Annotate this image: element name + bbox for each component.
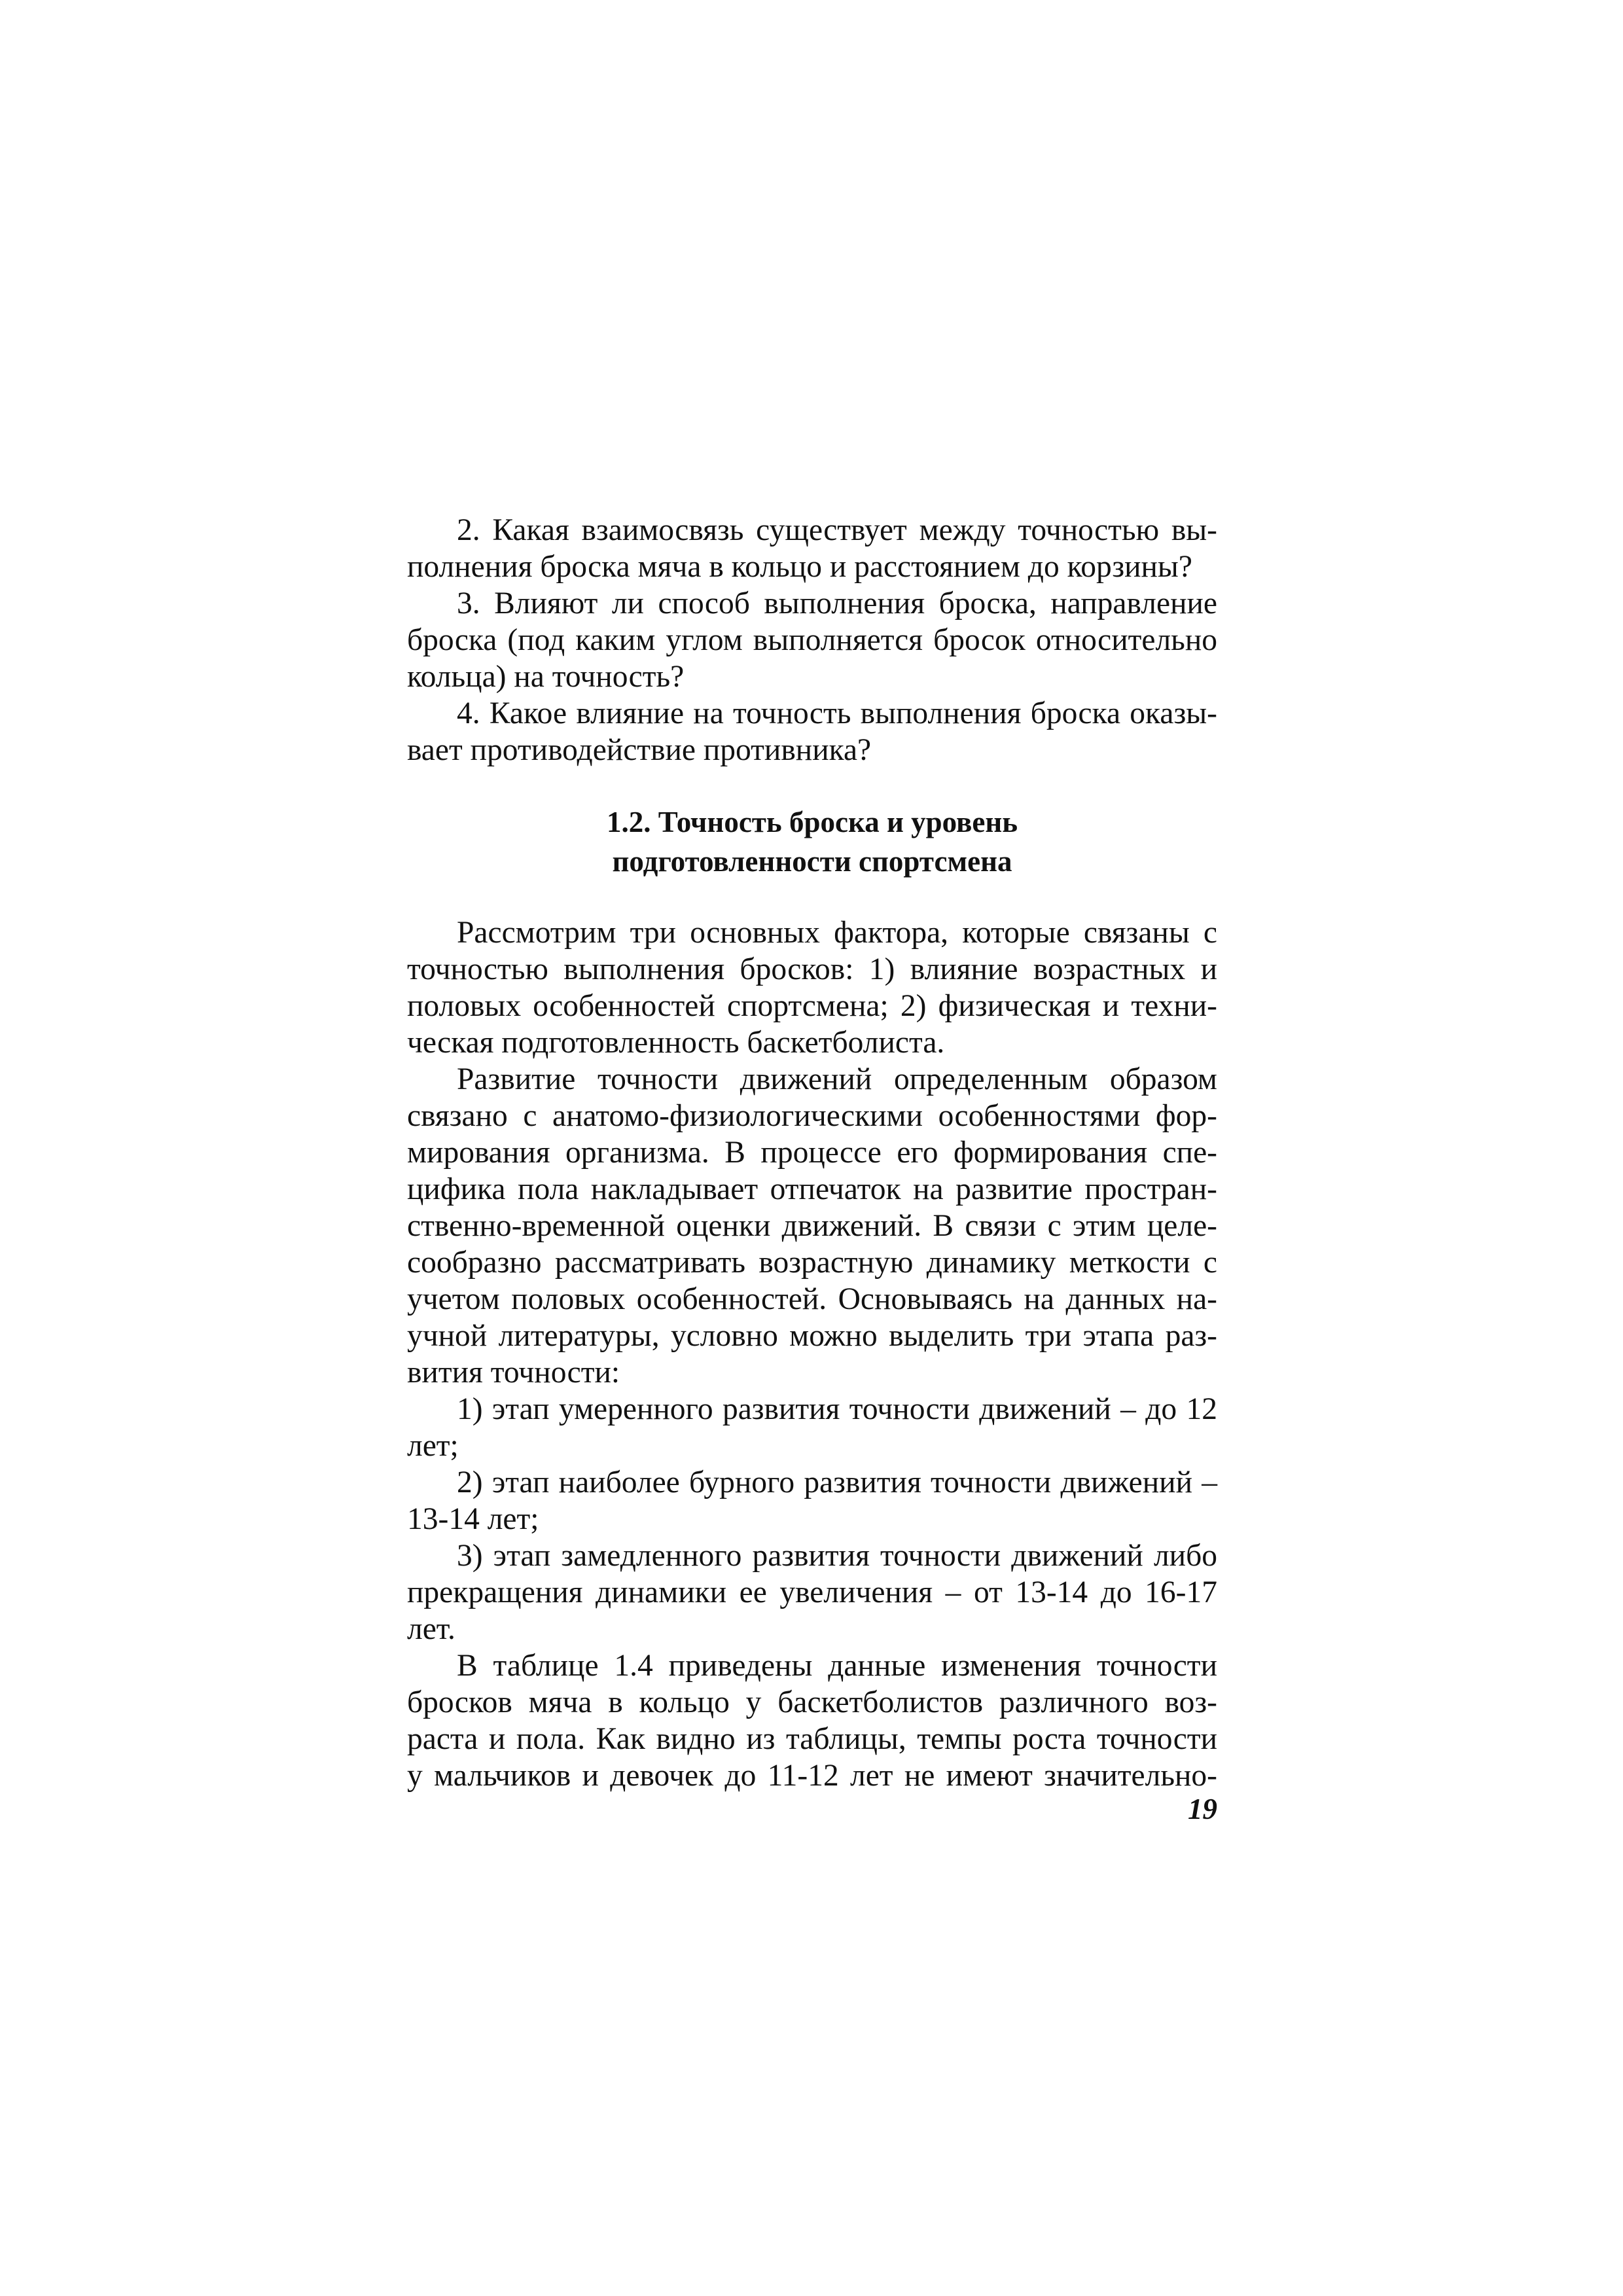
text-line: прекращения динамики ее увеличения – от 13-14 до 16-17	[407, 1575, 1217, 1609]
text-line: мирования организма. В процессе его формирования спе-	[407, 1136, 1217, 1170]
text-line: броска (под каким углом выполняется бросок относительно	[407, 623, 1217, 657]
text-line: кольца) на точность?	[407, 660, 685, 694]
text-line: учной литературы, условно можно выделить три этапа раз-	[407, 1319, 1217, 1353]
text-line: 1) этап умеренного развития точности движений – до 12	[457, 1392, 1217, 1426]
text-line: 3) этап замедленного развития точности движений либо	[457, 1539, 1217, 1573]
text-line: точностью выполнения бросков: 1) влияние возрастных и	[407, 952, 1217, 986]
text-line: половых особенностей спортсмена; 2) физическая и техни-	[407, 989, 1217, 1023]
text-line: цифика пола накладывает отпечаток на развитие простран-	[407, 1172, 1217, 1206]
section-heading	[407, 802, 1217, 881]
text-line: бросков мяча в кольцо у баскетболистов различного воз-	[407, 1685, 1217, 1719]
text-line: сообразно рассматривать возрастную динамику меткости с	[407, 1246, 1217, 1280]
page-number: 19	[1188, 1793, 1217, 1825]
text-line: учетом половых особенностей. Основываясь на данных на-	[407, 1282, 1217, 1316]
text-line: ственно-временной оценки движений. В связи с этим целе-	[407, 1209, 1217, 1243]
text-line: раста и пола. Как видно из таблицы, темпы роста точности	[407, 1722, 1217, 1756]
body-text	[407, 914, 1217, 1794]
text-line: у мальчиков и девочек до 11-12 лет не имеют значительно-	[407, 1759, 1217, 1793]
text-line: лет.	[407, 1612, 455, 1646]
text-line: Рассмотрим три основных фактора, которые связаны с	[457, 916, 1217, 950]
text-line: В таблице 1.4 приведены данные изменения точности	[457, 1649, 1217, 1683]
text-line: 4. Какое влияние на точность выполнения броска оказы-	[457, 696, 1217, 730]
questions-list	[407, 512, 1217, 768]
text-line: лет;	[407, 1429, 459, 1463]
text-line: вития точности:	[407, 1355, 620, 1390]
text-line: 3. Влияют ли способ выполнения броска, направление	[457, 586, 1217, 620]
text-line: 13-14 лет;	[407, 1502, 539, 1536]
text-line: связано с анатомо-физиологическими особенностями фор-	[407, 1099, 1217, 1133]
section-heading-line: подготовленности спортсмена	[612, 845, 1012, 878]
text-line: Развитие точности движений определенным образом	[457, 1062, 1217, 1096]
text-line: полнения броска мяча в кольцо и расстоянием до корзины?	[407, 550, 1192, 584]
section-heading-line: 1.2. Точность броска и уровень	[606, 806, 1018, 838]
text-line: ческая подготовленность баскетболиста.	[407, 1026, 945, 1060]
text-line: вает противодействие противника?	[407, 733, 872, 767]
text-line: 2) этап наиболее бурного развития точности движений –	[457, 1465, 1217, 1499]
text-line: 2. Какая взаимосвязь существует между точностью вы-	[457, 513, 1217, 547]
